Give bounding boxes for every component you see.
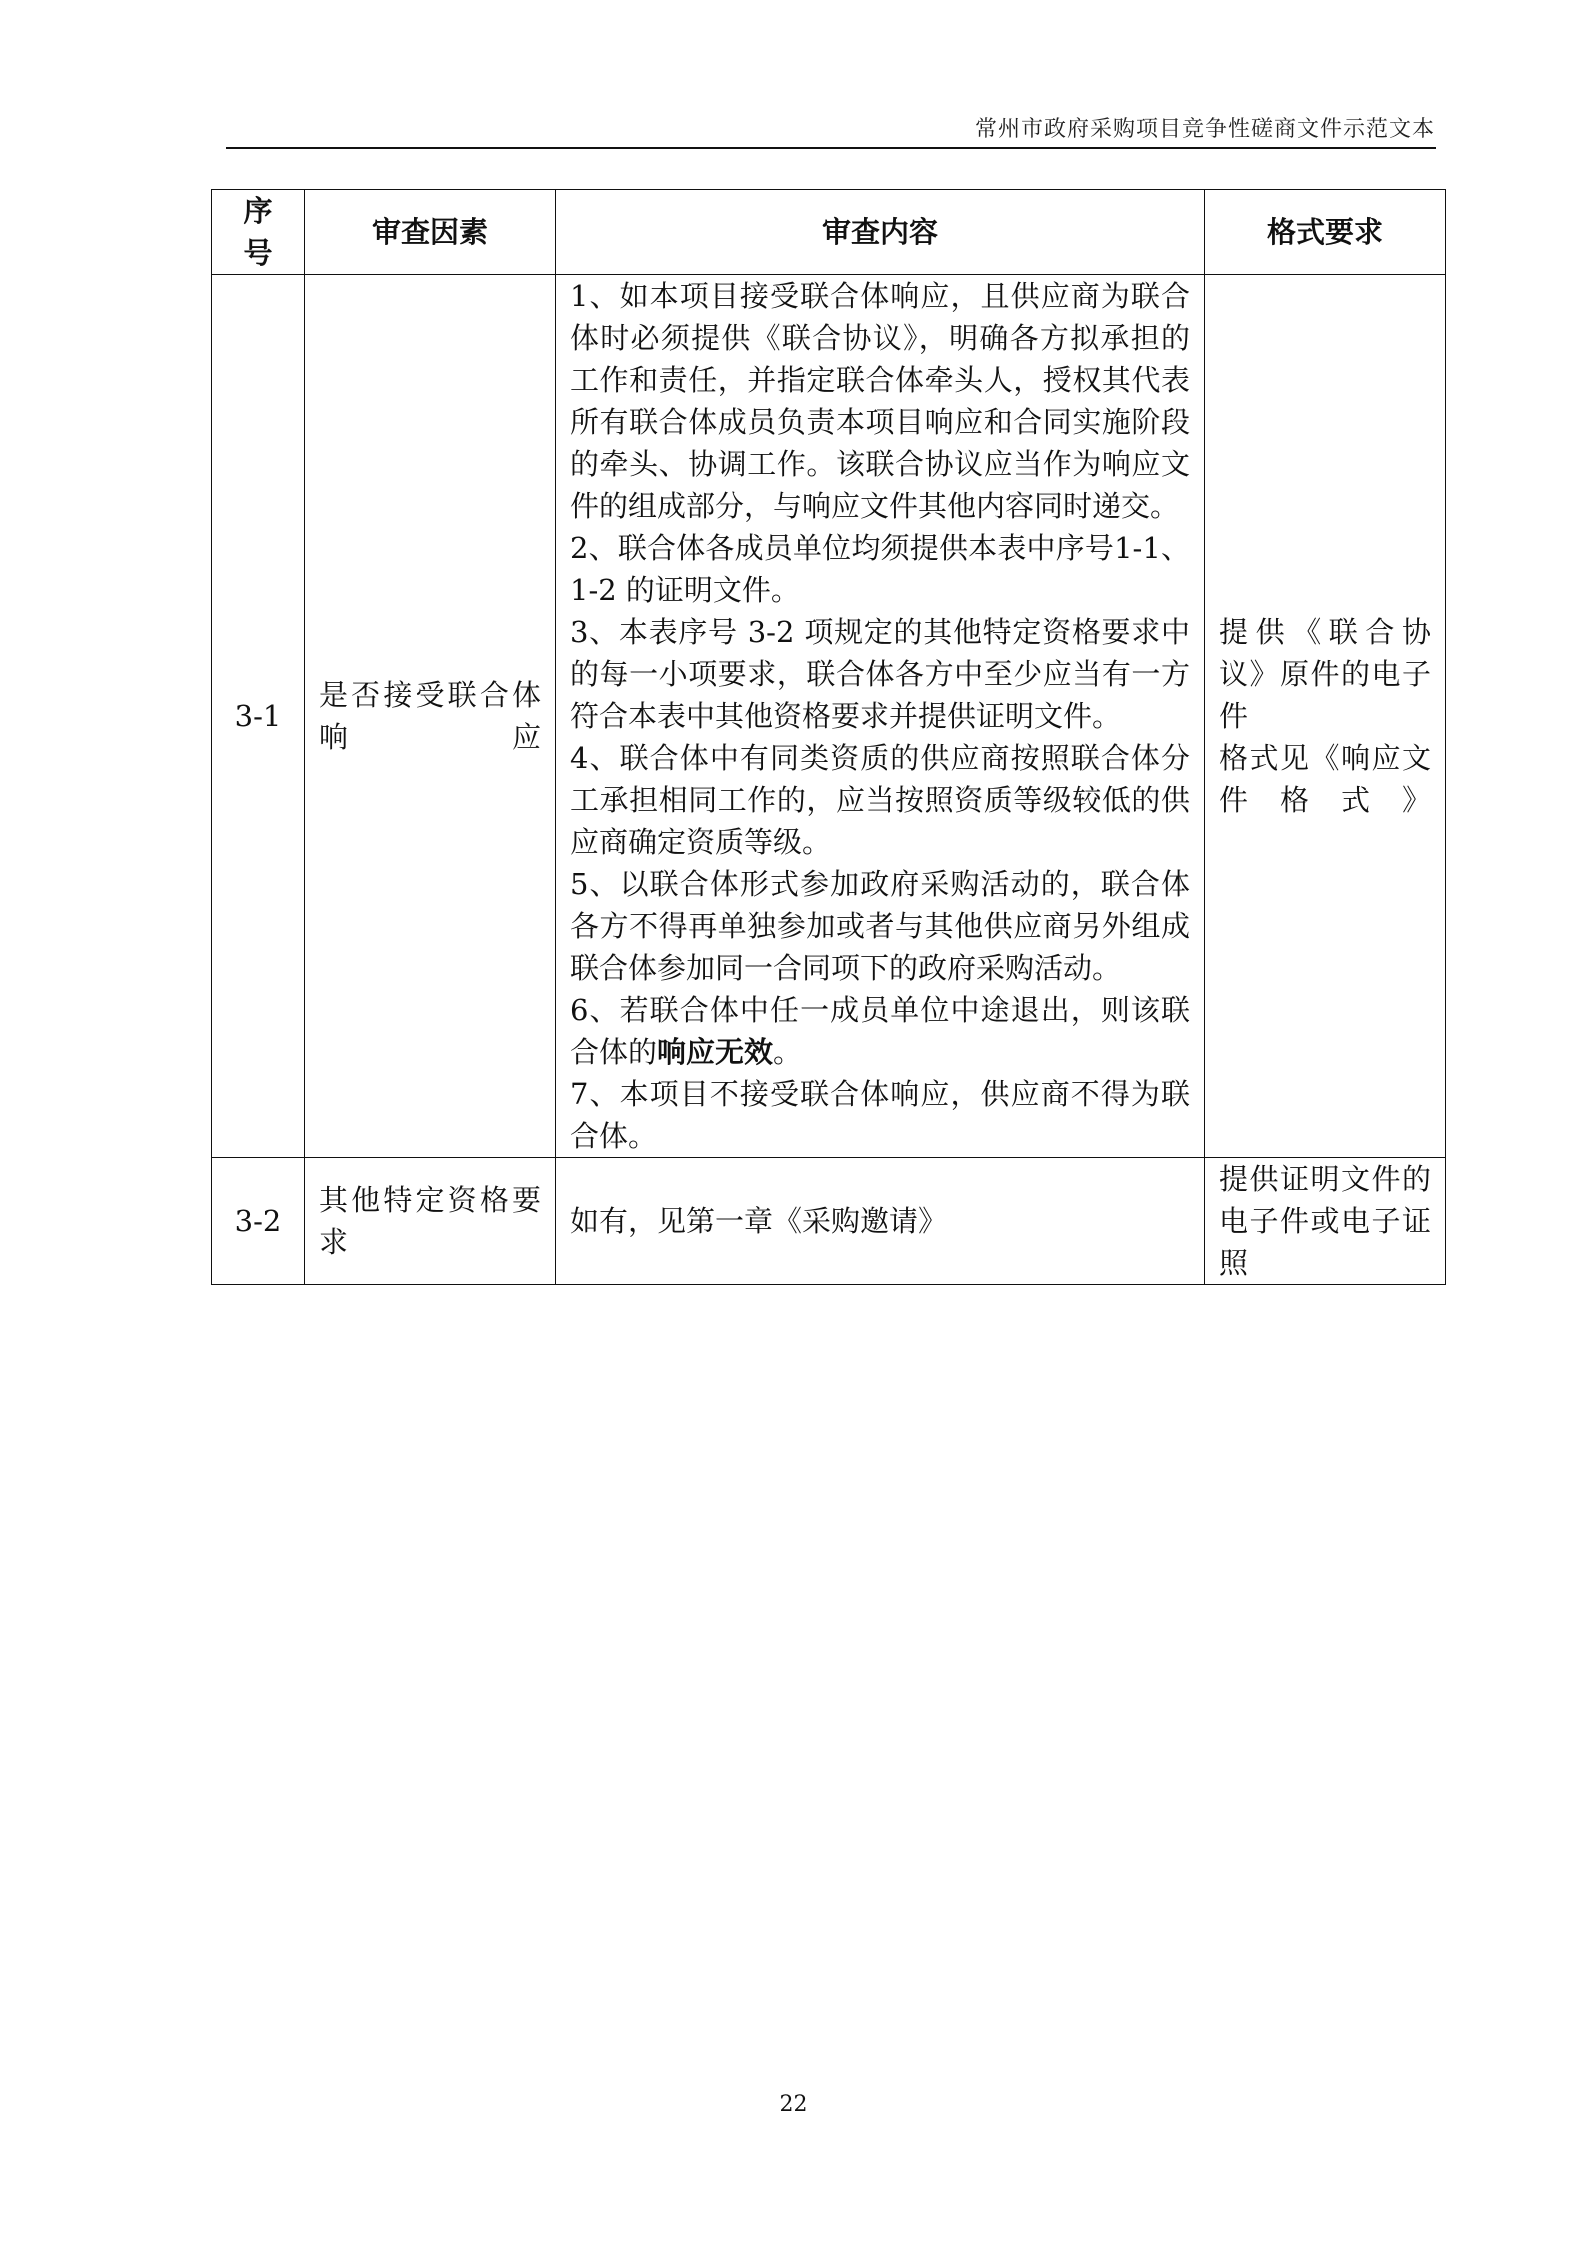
content-item-5: 5、以联合体形式参加政府采购活动的，联合体各方不得再单独参加或者与其他供应商另外组成联合体参加同一合同项下的政府采购活动。 bbox=[570, 867, 1190, 985]
header-factor: 审查因素 bbox=[305, 190, 556, 275]
content-item-2: 2、联合体各成员单位均须提供本表中序号1-1、1-2 的证明文件。 bbox=[570, 531, 1190, 607]
row-number: 3-1 bbox=[212, 275, 305, 1158]
content-item-1: 1、如本项目接受联合体响应，且供应商为联合体时必须提供《联合协议》，明确各方拟承担的工作和责任，并指定联合体牵头人，授权其代表所有联合体成员负责本项目响应和合同实施阶段的牵头、协调工作。该联合协议应当作为响应文件的组成部分，与响应文件其他内容同时递交。 bbox=[570, 279, 1190, 523]
content-item-4: 4、联合体中有同类资质的供应商按照联合体分工承担相同工作的，应当按照资质等级较低的供应商确定资质等级。 bbox=[570, 741, 1190, 859]
table-header-row bbox=[212, 190, 1446, 275]
header-no-line1: 序 bbox=[243, 194, 273, 228]
header-rule bbox=[226, 147, 1436, 149]
format-line-2: 格式见《响应文件格式》 bbox=[1219, 741, 1431, 817]
qualification-review-table bbox=[211, 189, 1446, 1285]
content-item-7: 7、本项目不接受联合体响应，供应商不得为联合体。 bbox=[570, 1077, 1190, 1153]
format-line-1: 提供《联合协议》原件的电子件 bbox=[1219, 615, 1431, 733]
content-item-6-suffix: 。 bbox=[773, 1035, 803, 1069]
row-factor: 是否接受联合体响应 bbox=[305, 275, 556, 1158]
row-format: 提供证明文件的电子件或电子证照 bbox=[1205, 1158, 1446, 1285]
header-no bbox=[212, 190, 305, 275]
table-row bbox=[212, 275, 1446, 1158]
table-row bbox=[212, 1158, 1446, 1285]
content-item-6-prefix: 6、若联合体中任一成员单位中途退出，则该联合体的 bbox=[570, 993, 1190, 1069]
row-factor: 其他特定资格要求 bbox=[305, 1158, 556, 1285]
row-content bbox=[556, 275, 1205, 1158]
header-content: 审查内容 bbox=[556, 190, 1205, 275]
header-no-line2: 号 bbox=[243, 236, 273, 270]
content-item-3: 3、本表序号 3-2 项规定的其他特定资格要求中的每一小项要求，联合体各方中至少应当有一方符合本表中其他资格要求并提供证明文件。 bbox=[570, 615, 1190, 733]
row-number: 3-2 bbox=[212, 1158, 305, 1285]
invalid-response-emphasis: 响应无效 bbox=[657, 1035, 774, 1069]
row-content: 如有，见第一章《采购邀请》 bbox=[556, 1158, 1205, 1285]
page-number: 22 bbox=[779, 2092, 808, 2117]
document-header-title: 常州市政府采购项目竞争性磋商文件示范文本 bbox=[974, 117, 1435, 142]
content-item-6 bbox=[570, 989, 1190, 1073]
header-format: 格式要求 bbox=[1205, 190, 1446, 275]
row-format bbox=[1205, 275, 1446, 1158]
